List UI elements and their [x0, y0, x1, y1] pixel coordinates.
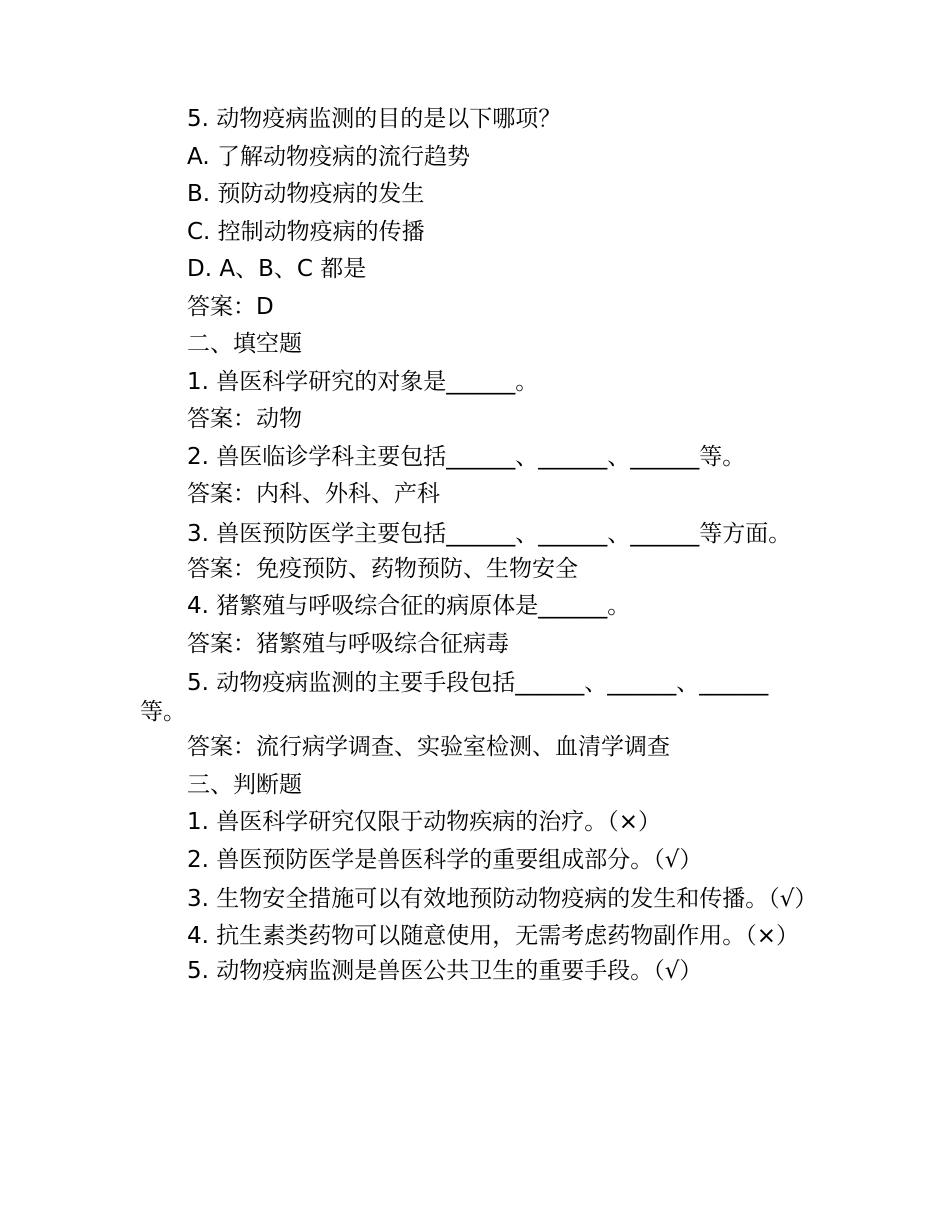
question-5-stem: 5. 动物疫病监测的目的是以下哪项？ — [187, 106, 562, 132]
document-body — [140, 101, 818, 991]
option-a: A. 了解动物疫病的流行趋势 — [187, 143, 470, 170]
option-b: B. 预防动物疫病的发生 — [187, 181, 425, 207]
section-heading-fill-blank: 二、填空题 — [187, 331, 302, 357]
fill-blank-answer-5: 答案：流行病学调查、实验室检测、血清学调查 — [187, 734, 670, 760]
answer-choice-5: 答案：D — [187, 293, 274, 320]
fill-blank-answer-3: 答案：免疫预防、药物预防、生物安全 — [187, 555, 578, 582]
fill-blank-question-2: 2. 兽医临诊学科主要包括______、______、______等。 — [187, 443, 746, 470]
fill-blank-question-3: 3. 兽医预防医学主要包括______、______、______等方面。 — [187, 520, 792, 547]
true-false-question-5: 5. 动物疫病监测是兽医公共卫生的重要手段。（√） — [187, 958, 703, 984]
fill-blank-answer-1: 答案：动物 — [187, 406, 302, 432]
true-false-question-2: 2. 兽医预防医学是兽医科学的重要组成部分。（√） — [187, 846, 703, 873]
fill-blank-question-4: 4. 猪繁殖与呼吸综合征的病原体是______。 — [187, 593, 631, 619]
fill-blank-question-1: 1. 兽医科学研究的对象是______。 — [187, 368, 539, 395]
true-false-question-1: 1. 兽医科学研究仅限于动物疾病的治疗。（×） — [187, 809, 662, 835]
true-false-question-4: 4. 抗生素类药物可以随意使用，无需考虑药物副作用。（×） — [187, 923, 800, 949]
section-heading-true-false: 三、判断题 — [187, 771, 302, 798]
option-d: D. A、B、C 都是 — [187, 256, 367, 282]
fill-blank-question-5: 5. 动物疫病监测的主要手段包括______、______、______等。 — [140, 670, 769, 725]
fill-blank-answer-4: 答案：猪繁殖与呼吸综合征病毒 — [187, 630, 509, 657]
true-false-question-3: 3. 生物安全措施可以有效地预防动物疫病的发生和传播。（√） — [187, 886, 818, 912]
fill-blank-answer-2: 答案：内科、外科、产科 — [187, 481, 440, 507]
option-c: C. 控制动物疫病的传播 — [187, 218, 425, 245]
